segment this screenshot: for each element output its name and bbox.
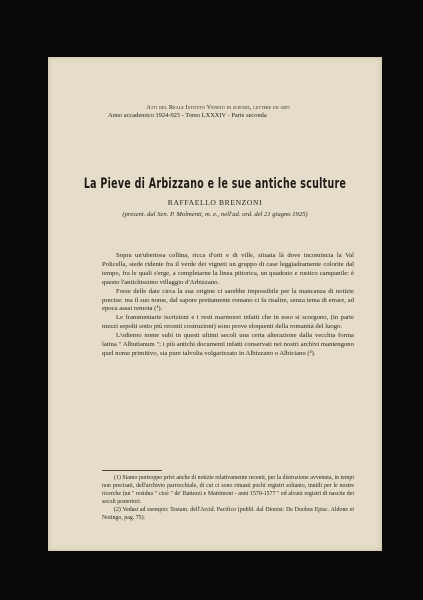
article-author: RAFFAELLO BRENZONI <box>167 198 263 207</box>
document-page <box>48 57 382 551</box>
journal-volume-line: Anno accademico 1924-925 - Tomo LXXXIV - Parte seconda <box>108 112 267 119</box>
body-paragraph: L'odierno nome subì in questi ultimi secoli una certa alterazione dalla vecchia forma latina " Albutianum "; i più antichi documenti infatti conservati nei nostri archivi mantengono quel nome primitivo, sia pure talvolta volgarizzato in Albizzano o Albiciano (²). <box>102 332 354 357</box>
body-paragraph: Forse delle date circa la sua origine ci sarebbe impossibile per la mancanza di notizie precise: ma il suo nome, dal sapore prettamente romano ci fa risalire, senza tema di errare, ad epoca assai remota (¹). <box>102 287 354 313</box>
body-paragraph: Sopra un'ubertosa collina, ricca d'orti e di ville, situata là dove incomincia la Val Policella, siede ridente fra il verde dei vigneti un gruppo di case leggiadramente colorite dal tempo, fra le quali s'erge, a completarne la linea pittorica, un quadrato e rustico campanile: è questo l'antichissimo villaggio d'Arbizzano. <box>102 252 354 286</box>
footnote: (1) Siamo purtroppo privi anche di notizie relativamente recenti, per la distruzione avvenuta, in tempi non precisati, dell'archivio parrocchiale, di cui ci sono rimasti pochi registri soltanto, inutili per le nostre ricerche (un " residuo " cioè " de' Battezzi e Matrimoni - anni 1570-1577 " ed alcuni registri di nascite dei secoli posteriori. <box>102 475 354 505</box>
footnote: (2) Vedasi ad esempio: Testam. dell'Arcid. Pacifico (pubbl. dal Dionisi: De Duobus Episc. Aldone et Notingo, pag. 75). <box>102 507 354 521</box>
article-body <box>102 252 354 359</box>
footnotes <box>102 474 354 522</box>
presentation-note: (present. dal Sen. P. Molmenti, m. e., nell'ad. ord. del 21 giugno 1925) <box>122 211 308 218</box>
body-paragraph: Le frammentarie iscrizioni e i resti marmorei infatti che in esso si scorgono, (in parte mezzi sepolti sotto più recenti costruzioni) sono prove eloquenti della romanità del luogo. <box>102 314 354 331</box>
journal-header: Atti del Reale Istituto Veneto di scienze, lettere ed arti <box>146 104 290 111</box>
footnote-divider <box>102 470 162 471</box>
article-title: La Pieve di Arbizzano e le sue antiche sculture <box>83 176 347 193</box>
